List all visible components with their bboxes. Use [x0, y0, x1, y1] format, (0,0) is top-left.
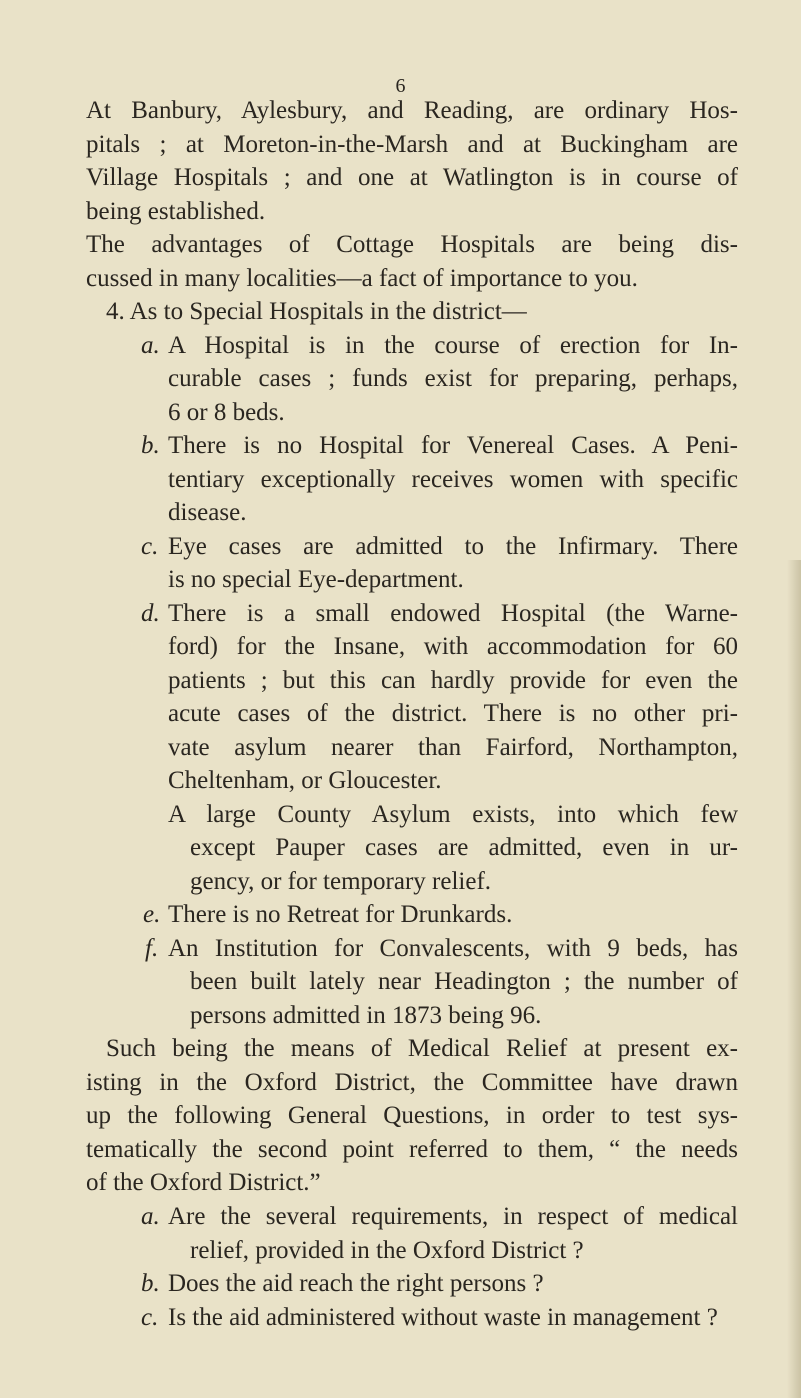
text-line: ford) for the Insane, with accommodation for 60 — [168, 633, 738, 660]
item-label-d: d. — [141, 600, 160, 627]
page-number: 6 — [395, 75, 406, 97]
text-line: is no special Eye-department. — [168, 566, 464, 593]
text-line: A large County Asylum exists, into which few — [168, 801, 738, 828]
text-line: Cheltenham, or Gloucester. — [168, 767, 442, 794]
text-line: of the Oxford District.” — [86, 1169, 321, 1196]
text-line: 6 or 8 beds. — [168, 399, 285, 426]
text-line: There is a small endowed Hospital (the Warne- — [168, 600, 738, 627]
text-line: At Banbury, Aylesbury, and Reading, are ordinary Hos- — [86, 97, 738, 124]
text-line: patients ; but this can hardly provide for even the — [168, 667, 738, 694]
text-line: acute cases of the district. There is no other pri- — [168, 700, 738, 727]
text-line: being established. — [86, 198, 266, 225]
item-label-b: b. — [141, 432, 160, 459]
text-line: There is no Retreat for Drunkards. — [168, 901, 513, 928]
text-line: A Hospital is in the course of erection for In- — [168, 332, 738, 359]
text-line: cussed in many localities—a fact of importance to you. — [86, 265, 638, 292]
text-line: The advantages of Cottage Hospitals are being dis- — [86, 231, 738, 258]
text-line: Village Hospitals ; and one at Watlington is in course of — [86, 164, 738, 191]
text-line: Eye cases are admitted to the Infirmary. There — [168, 533, 738, 560]
question-text: Is the aid administered without waste in management ? — [168, 1303, 718, 1331]
item-label-c: c. — [141, 533, 159, 560]
text-line: vate asylum nearer than Fairford, Northampton, — [168, 734, 738, 761]
text-line: pitals ; at Moreton-in-the-Marsh and at Buckingham are — [86, 131, 738, 158]
text-line: been built lately near Headington ; the number of — [190, 968, 738, 995]
text-line: Such being the means of Medical Relief at present ex- — [106, 1035, 738, 1062]
text-line: There is no Hospital for Venereal Cases. A Peni- — [168, 432, 738, 459]
question-text: relief, provided in the Oxford District ? — [190, 1236, 584, 1264]
item-label-f: f. — [145, 935, 159, 962]
text-line: persons admitted in 1873 being 96. — [190, 1002, 542, 1029]
text-line: An Institution for Convalescents, with 9 beds, has — [168, 935, 738, 962]
page-edge-shadow — [787, 560, 801, 1398]
text-line: isting in the Oxford District, the Committee have drawn — [86, 1069, 738, 1096]
question-label: c. — [141, 1303, 159, 1331]
item-label-a: a. — [141, 332, 160, 359]
question-label: b. — [141, 1270, 160, 1297]
text-line: up the following General Questions, in order to test sys- — [86, 1102, 738, 1129]
question-label: a. — [141, 1203, 160, 1230]
section-heading: 4. As to Special Hospitals in the district— — [106, 298, 527, 325]
text-line: tematically the second point referred to them, “ the needs — [86, 1136, 738, 1163]
item-label-e: e. — [143, 901, 161, 928]
question-text: Does the aid reach the right persons ? — [168, 1270, 544, 1297]
text-line: gency, or for temporary relief. — [190, 868, 492, 895]
text-line: tentiary exceptionally receives women with specific — [168, 466, 738, 493]
text-line: except Pauper cases are admitted, even in ur- — [190, 834, 738, 861]
text-line: curable cases ; funds exist for preparing, perhaps, — [168, 365, 738, 392]
text-line: disease. — [168, 499, 247, 526]
question-text: Are the several requirements, in respect of medical — [168, 1203, 738, 1230]
